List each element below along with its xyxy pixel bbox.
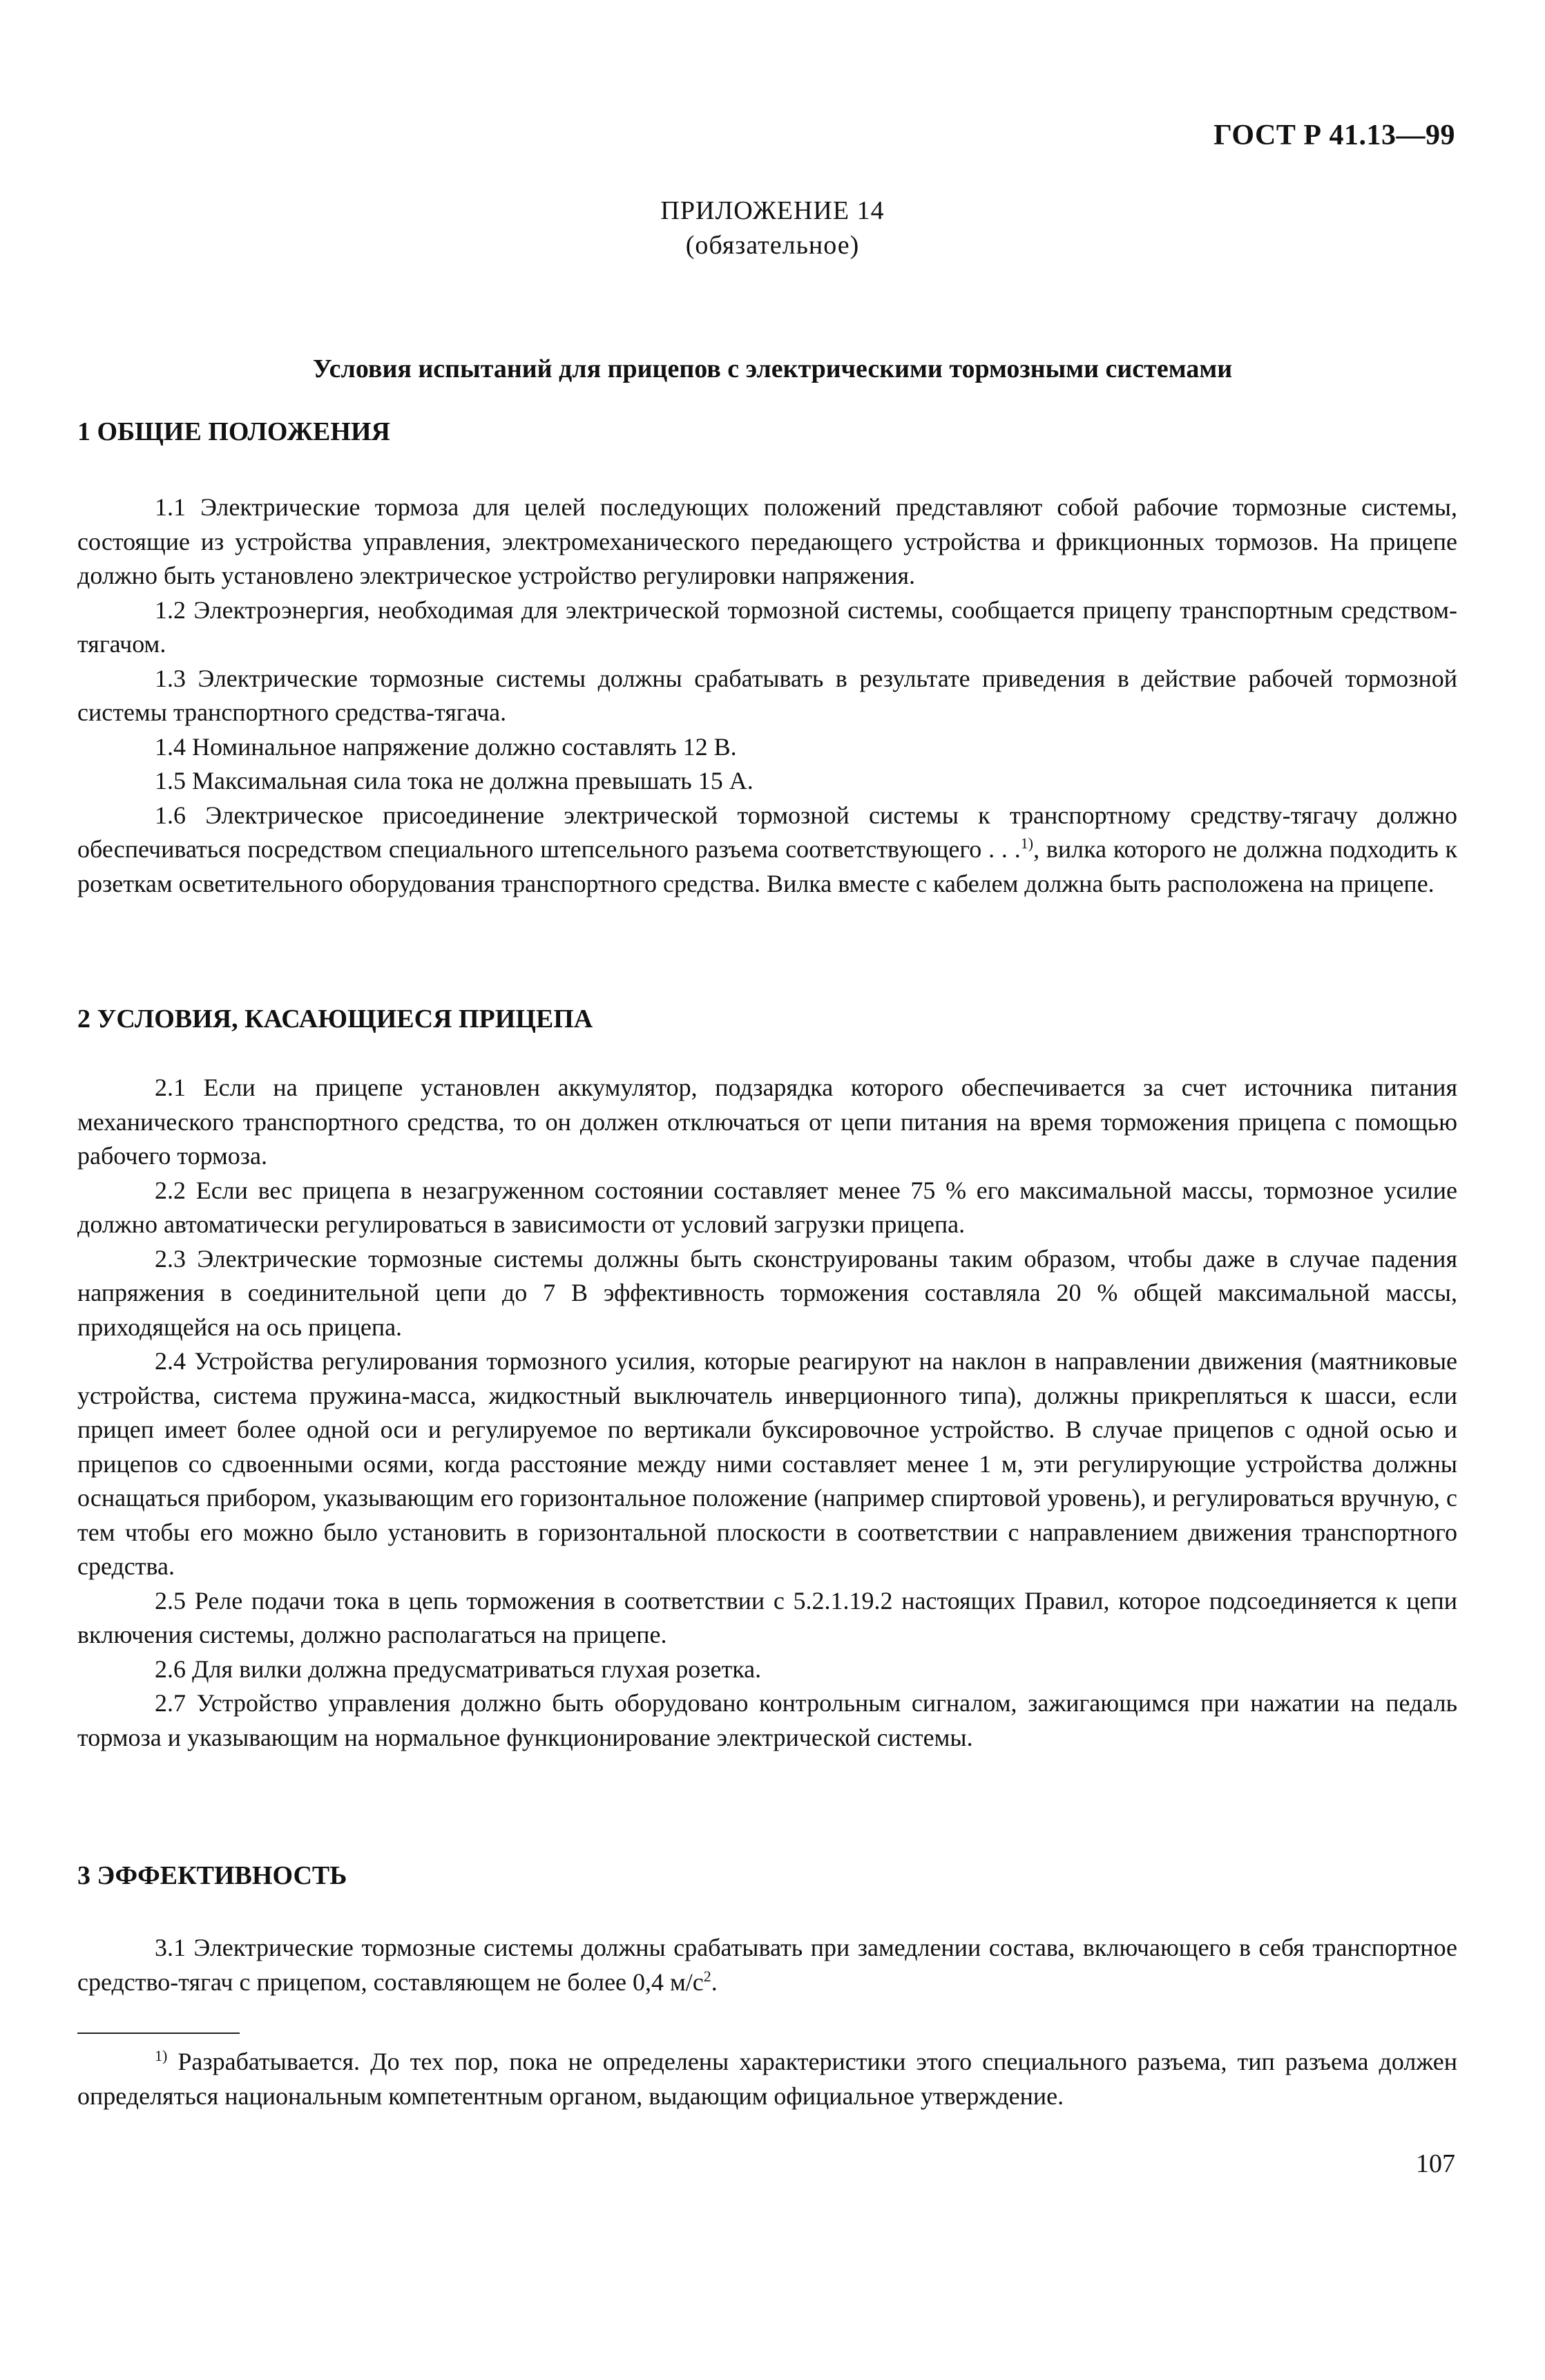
footnote-marker: 1) — [155, 2047, 168, 2064]
section-3-body — [77, 1931, 1457, 1999]
paragraph: 1.1 Электрические тормоза для целей последующих положений представляют собой рабочие тормозные системы, состоящие из устройства управления, электромеханического передающего устройства и фрикционных тормозов. На прицепе должно быть установлено электрическое устройство регулировки напряжения. — [77, 493, 1457, 589]
paragraph: 1.2 Электроэнергия, необходимая для электрической тормозной системы, сообщается прицепу транспортным средством-тягачом. — [77, 596, 1457, 658]
paragraph: 2.2 Если вес прицепа в незагруженном состоянии составляет менее 75 % его максимальной массы, тормозное усилие должно автоматически регулироваться в зависимости от условий загрузки прицепа. — [77, 1176, 1457, 1238]
section-heading: 2 УСЛОВИЯ, КАСАЮЩИЕСЯ ПРИЦЕПА — [77, 1005, 593, 1034]
footnote-body: Разрабатывается. До тех пор, пока не определены характеристики этого специального разъема, тип разъема должен определяться национальным компетентным органом, выдающим официальное утверждение. — [77, 2048, 1457, 2110]
paragraph: 2.6 Для вилки должна предусматриваться глухая розетка. — [155, 1655, 762, 1683]
section-2 — [77, 1002, 1457, 1036]
page-number: 107 — [1416, 2149, 1455, 2178]
main-title: Условия испытаний для прицепов с электрическими тормозными системами — [312, 354, 1233, 383]
paragraph: 2.3 Электрические тормозные системы должны быть сконструированы таким образом, чтобы даже в случае падения напряжения в соединительной цепи до 7 В эффективность торможения составляла 20 % общей максимальной массы, приходящейся на ось прицепа. — [77, 1244, 1457, 1341]
section-heading: 3 ЭФФЕКТИВНОСТЬ — [77, 1861, 347, 1890]
section-2-body — [77, 1071, 1457, 1755]
section-3 — [77, 1858, 1457, 1893]
footnote-separator — [77, 2032, 240, 2034]
paragraph: 1.5 Максимальная сила тока не должна превышать 15 А. — [155, 767, 754, 794]
paragraph: 2.7 Устройство управления должно быть оборудовано контрольным сигналом, зажигающимся при нажатии на педаль тормоза и указывающим на нормальное функционирование электрической системы. — [77, 1689, 1457, 1751]
section-1 — [77, 415, 1457, 449]
appendix-heading — [0, 193, 1545, 263]
paragraph: 2.4 Устройства регулирования тормозного усилия, которые реагируют на наклон в направлении движения (маятниковые устройства, система пружина-масса, жидкостный выключатель инверционного типа), должны прикрепляться к шасси, если прицеп имеет более одной оси и регулируемое по вертикали буксировочное устройство. В случае прицепов с одной осью и прицепов со сдвоенными осями, когда расстояние между ними составляет менее 1 м, эти регулирующие устройства должны оснащаться прибором, указывающим его горизонтальное положение (например спиртовой уровень), и регулироваться вручную, с тем чтобы его можно было установить в горизонтальной плоскости в соответствии с направлением движения транспортного средства. — [77, 1347, 1457, 1580]
paragraph — [77, 1931, 1457, 1999]
superscript: 2 — [703, 1967, 711, 1985]
paragraph-text: . — [711, 1968, 718, 1996]
section-1-body — [77, 491, 1457, 901]
paragraph: 1.3 Электрические тормозные системы должны срабатывать в результате приведения в действие рабочей тормозной системы транспортного средства-тягача. — [77, 664, 1457, 726]
appendix-subtitle: (обязательное) — [685, 231, 860, 260]
paragraph — [77, 799, 1457, 902]
footnote-text — [77, 2045, 1457, 2113]
paragraph: 2.1 Если на прицепе установлен аккумулятор, подзарядка которого обеспечивается за счет источника питания механического транспортного средства, то он должен отключаться от цепи питания на время торможения прицепа с помощью рабочего тормоза. — [77, 1074, 1457, 1170]
paragraph: 2.5 Реле подачи тока в цепь торможения в соответствии с 5.2.1.19.2 настоящих Правил, которое подсоединяется к цепи включения системы, должно располагаться на прицепе. — [77, 1586, 1457, 1648]
document-code: ГОСТ Р 41.13—99 — [1213, 120, 1455, 151]
footnote-reference: 1) — [1020, 835, 1034, 852]
appendix-title: ПРИЛОЖЕНИЕ 14 — [660, 196, 885, 225]
section-heading: 1 ОБЩИЕ ПОЛОЖЕНИЯ — [77, 417, 390, 446]
paragraph-text: , вилка которого не должна подходить к розеткам осветительного оборудования транспортного средства. Вилка вместе с кабелем должна быть расположена на прицепе. — [77, 835, 1457, 897]
paragraph-text: 1.6 Электрическое присоединение электрической тормозной системы к транспортному средству-тягачу должно обеспечиваться посредством специального штепсельного разъема соответствующего . . . — [77, 801, 1457, 863]
paragraph: 1.4 Номинальное напряжение должно составлять 12 В. — [155, 732, 737, 761]
paragraph-text: 3.1 Электрические тормозные системы должны срабатывать при замедлении состава, включающего в себя транспортное средство-тягач с прицепом, составляющем не более 0,4 м/с — [77, 1934, 1457, 1996]
footnote — [77, 2045, 1457, 2113]
